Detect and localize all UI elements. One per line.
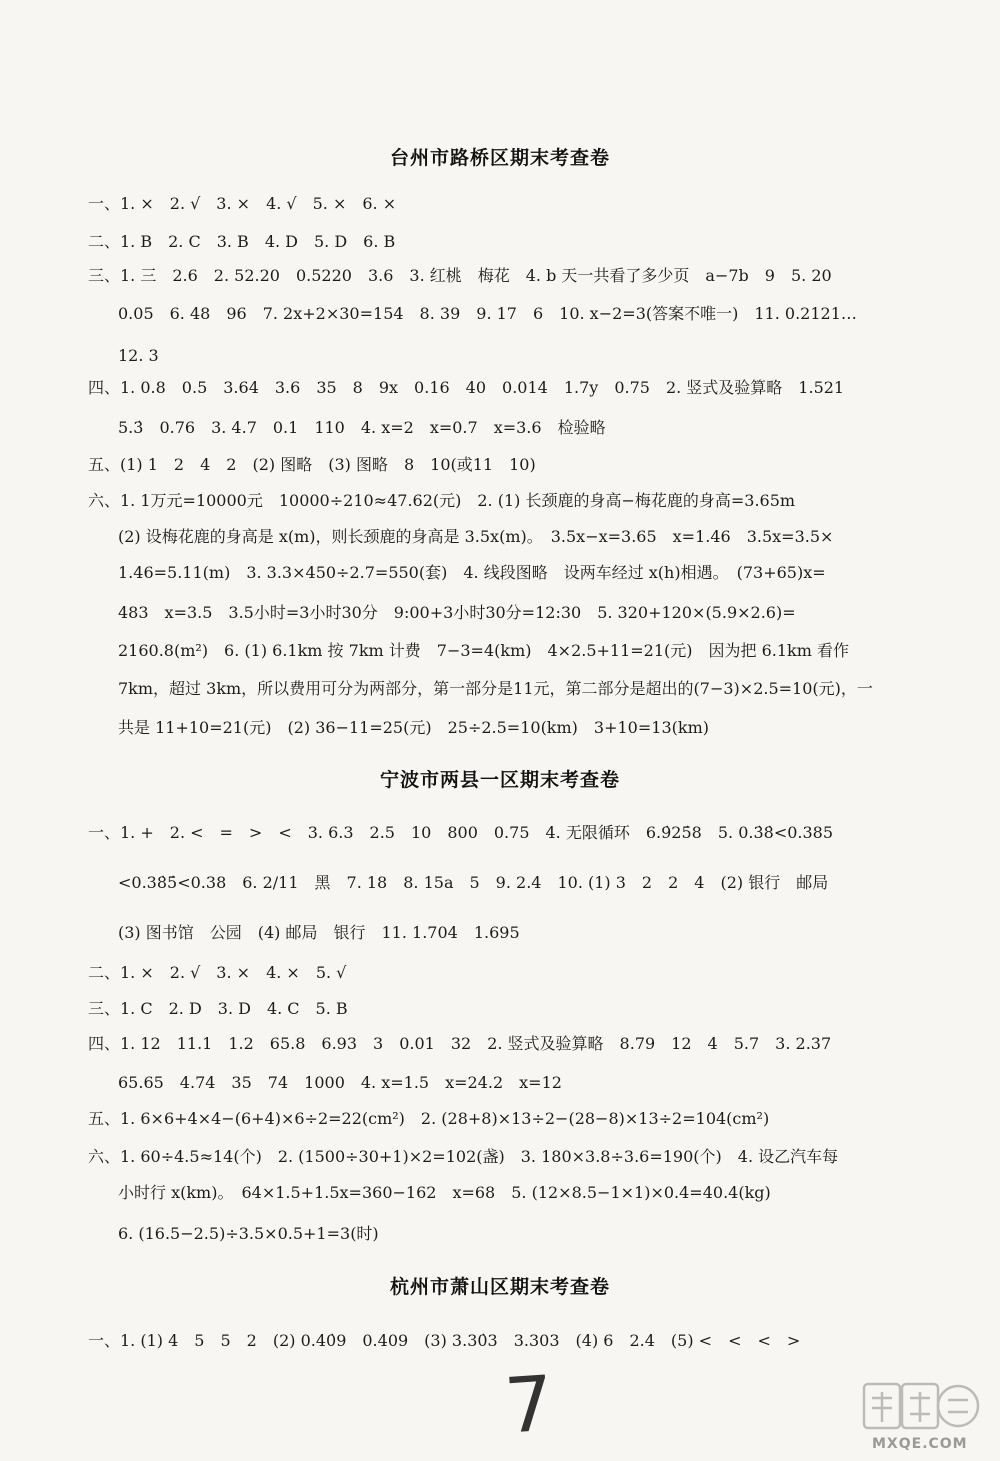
- answer-line: 六、1. 1万元=10000元 10000÷210≈47.62(元) 2. (1) 长颈鹿的身高−梅花鹿的身高=3.65m: [88, 491, 796, 510]
- answer-line: 五、(1) 1 2 4 2 (2) 图略 (3) 图略 8 10(或11 10): [88, 455, 536, 474]
- answer-line: 一、1. (1) 4 5 5 2 (2) 0.40̇9 0.409 (3) 3.30̇3 3.303 (4) 6 2.4 (5) < < < >: [88, 1331, 801, 1350]
- answer-line: 六、1. 60÷4.5≈14(个) 2. (1500÷30+1)×2=102(盏) 3. 180×3.8÷3.6=190(个) 4. 设乙汽车每: [88, 1147, 839, 1166]
- answer-line: 二、1. B 2. C 3. B 4. D 5. D 6. B: [88, 232, 396, 251]
- answer-line: 0.05 6. 48 96 7. 2x+2×30=154 8. 39 9. 17 6 10. x−2=3(答案不唯一) 11. 0.2121…: [118, 304, 857, 323]
- answer-line: 2160.8(m²) 6. (1) 6.1km 按 7km 计费 7−3=4(km) 4×2.5+11=21(元) 因为把 6.1km 看作: [118, 641, 850, 660]
- page-number: 7: [501, 1358, 557, 1451]
- answer-line: 12. 3: [118, 346, 159, 365]
- answer-line: 小时行 x(km)。 64×1.5+1.5x=360−162 x=68 5. (12×8.5−1×1)×0.4=40.4(kg): [118, 1183, 771, 1202]
- answer-line: 一、1. + 2. < = > < 3. 6.3 2.5 10 800 0.75 4. 无限循环 6.9̇25̇8 5. 0.3̇8̇<0.385: [88, 823, 834, 842]
- answer-line: 共是 11+10=21(元) (2) 36−11=25(元) 25÷2.5=10(km) 3+10=13(km): [118, 718, 709, 737]
- answer-line: 65.65 4.74 35 74 1000 4. x=1.5 x=24.2 x=12: [118, 1073, 562, 1092]
- answer-line: 四、1. 12 11.1 1.2 65.8 6.93 3 0.01 32 2. 竖式及验算略 8.79 12 4 5.7 3. 2.37: [88, 1034, 832, 1053]
- section-title-hangzhou: 杭州市萧山区期末考查卷: [389, 1276, 610, 1298]
- answer-line: 五、1. 6×6+4×4−(6+4)×6÷2=22(cm²) 2. (28+8)×13÷2−(28−8)×13÷2=104(cm²): [88, 1109, 770, 1128]
- answer-line: 三、1. 三 2.6 2. 52.20 0.5220 3.6 3. 红桃 梅花 4. b 天一共看了多少页 a−7b 9 5. 20: [88, 266, 832, 285]
- watermark-logo-icon: [862, 1378, 980, 1442]
- answer-line: <0.38̇5̇<0.38 6. 2/11 黑 7. 18 8. 15a 5 9. 2.4 10. (1) 3 2 2 4 (2) 银行 邮局: [118, 873, 829, 892]
- section-title-ningbo: 宁波市两县一区期末考查卷: [379, 769, 620, 791]
- answer-line: (3) 图书馆 公园 (4) 邮局 银行 11. 1.704 1.695: [118, 923, 520, 942]
- answer-line: 一、1. × 2. √ 3. × 4. √ 5. × 6. ×: [88, 194, 397, 213]
- answer-line: 四、1. 0.8 0.5 3.64 3.6 35 8 9x 0.16 40 0.014 1.7y 0.75 2. 竖式及验算略 1.521: [88, 378, 845, 397]
- answer-line: 6. (16.5−2.5)÷3.5×0.5+1=3(时): [118, 1224, 379, 1243]
- answer-line: 1.46=5.11(m) 3. 3.3×450÷2.7=550(套) 4. 线段图略 设两车经过 x(h)相遇。 (73+65)x=: [118, 563, 826, 582]
- answer-line: 7km，超过 3km，所以费用可分为两部分，第一部分是11元，第二部分是超出的(7−3)×2.5=10(元)，一: [118, 679, 873, 698]
- answer-line: 二、1. × 2. √ 3. × 4. × 5. √: [88, 963, 347, 982]
- answer-line: 5.3̇ 0.76 3. 4.7 0.1 110 4. x=2 x=0.7 x=3.6 检验略: [118, 418, 606, 437]
- watermark-url: MXQE.COM: [872, 1436, 968, 1452]
- answer-line: (2) 设梅花鹿的身高是 x(m)，则长颈鹿的身高是 3.5x(m)。 3.5x−x=3.65 x=1.46 3.5x=3.5×: [118, 527, 834, 546]
- answer-line: 483 x=3.5 3.5小时=3小时30分 9:00+3小时30分=12:30 5. 320+120×(5.9×2.6)=: [118, 603, 796, 622]
- answer-line: 三、1. C 2. D 3. D 4. C 5. B: [88, 999, 348, 1018]
- section-title-taizhou: 台州市路桥区期末考查卷: [389, 147, 610, 169]
